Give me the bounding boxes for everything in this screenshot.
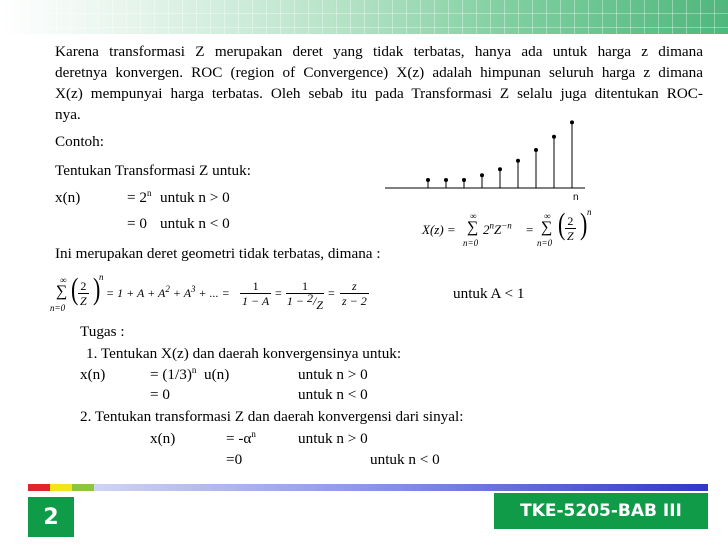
formula-geo-frac-exp: n — [99, 272, 104, 282]
stem-point — [444, 178, 448, 182]
case1-value: = $2^n$ — [127, 187, 152, 206]
formula-xz-sum2-top: ∞ — [544, 211, 551, 221]
accent-block-yellow — [50, 484, 72, 491]
formula-xz-paren-close: ) — [580, 205, 588, 241]
task-2-value-1: = $-\alpha^n$ — [226, 428, 256, 447]
formula-geo-frac3: $\frac{z}{z - 2}$ — [342, 279, 367, 308]
formula-geo-eq2: = — [275, 286, 282, 300]
task-2-condition-2: untuk n < 0 — [370, 451, 440, 468]
task-1-value-2: = 0 — [150, 386, 170, 403]
formula-xz-term1: $2^nZ^{-n}$ — [483, 220, 512, 237]
task-2-value-2: =0 — [226, 451, 243, 468]
task-1-xn: x(n) — [80, 366, 106, 383]
formula-geo-sum-top: ∞ — [60, 275, 67, 285]
formula-geo-sum-bottom: n=0 — [50, 303, 66, 313]
formula-xz-sum1-top: ∞ — [470, 211, 477, 221]
formula-xz-sum2-bottom: n=0 — [537, 238, 553, 248]
accent-block-red — [28, 484, 50, 491]
task-1-condition-2: untuk n < 0 — [298, 386, 368, 403]
stem-point — [498, 167, 502, 171]
task-2-xn: x(n) — [150, 430, 176, 447]
formula-xz-sigma-2: ∑ — [541, 219, 553, 236]
case1-condition: untuk n > 0 — [160, 189, 230, 206]
formula-xz-lhs: X(z) = — [422, 222, 456, 237]
formula-xz-sigma-1: ∑ — [467, 219, 479, 236]
task-1-value-1: = $(1/3)^n$ u(n) — [150, 364, 230, 383]
stem-point — [552, 135, 556, 139]
task-2-condition-1: untuk n > 0 — [298, 430, 368, 447]
intro-line-2: deretnya konvergen. ROC (region of Convergence) X(z) adalah himpunan seluruh harga z dimana — [55, 64, 703, 81]
intro-line-3: X(z) mempunyai harga terbatas. Oleh sebab itu pada Transformasi Z selalu juga ditentukan ROC- — [55, 85, 703, 102]
stem-plot — [380, 110, 600, 202]
formula-geo-series: = $1 + A + A^2 + A^3$ + ... = — [106, 284, 230, 300]
stem-point — [534, 148, 538, 152]
task-1-condition-1: untuk n > 0 — [298, 366, 368, 383]
example-task: Tentukan Transformasi Z untuk: — [55, 162, 251, 179]
formula-xz-sum1-bottom: n=0 — [463, 238, 479, 248]
formula-geo-sigma: ∑ — [56, 283, 68, 300]
stem-point — [462, 178, 466, 182]
task-2: 2. Tentukan transformasi Z dan daerah konvergensi dari sinyal: — [80, 408, 464, 425]
formula-xz-paren: ( — [558, 205, 566, 241]
course-code-badge: TKE-5205-BAB III — [494, 493, 708, 529]
case2-value: = 0 — [127, 215, 147, 232]
top-decorative-bar — [0, 0, 728, 34]
intro-line-4: nya. — [55, 106, 81, 123]
stem-point — [516, 159, 520, 163]
tasks-heading: Tugas : — [80, 323, 125, 340]
formula-geo-paren: ( — [71, 270, 79, 306]
stem-plot-axis-label: n — [573, 192, 579, 202]
task-1: 1. Tentukan X(z) dan daerah konvergensinya untuk: — [86, 345, 402, 362]
formula-xz-frac-exp: n — [587, 207, 592, 217]
geometric-note: Ini merupakan deret geometri tidak terbatas, dimana : — [55, 245, 381, 262]
example-label: Contoh: — [55, 133, 104, 150]
formula-geo-paren-close: ) — [93, 270, 101, 306]
stem-point — [480, 173, 484, 177]
intro-line-1: Karena transformasi Z merupakan deret yang tidak terbatas, hanya ada untuk harga z dimana — [55, 43, 703, 60]
accent-block-lime — [72, 484, 94, 491]
formula-xz-equals: = — [526, 222, 534, 237]
formula-geo-frac1: $\frac{1}{1 - A}$ — [242, 279, 270, 308]
case2-condition: untuk n < 0 — [160, 215, 230, 232]
converge-condition: untuk A < 1 — [453, 285, 525, 302]
stem-point — [570, 120, 574, 124]
formula-geo-fraction: $\frac{2}{Z}$ — [80, 279, 87, 308]
bottom-gradient-strip — [28, 484, 708, 491]
stem-point — [426, 178, 430, 182]
xn-label-1: x(n) — [55, 189, 81, 206]
formula-geo-eq3: = — [328, 286, 335, 300]
formula-xz-fraction: $\frac{2}{Z}$ — [567, 214, 574, 243]
formula-geo-frac2: 1 1 − 2/Z — [286, 279, 324, 312]
page-number: 2 — [28, 497, 74, 537]
